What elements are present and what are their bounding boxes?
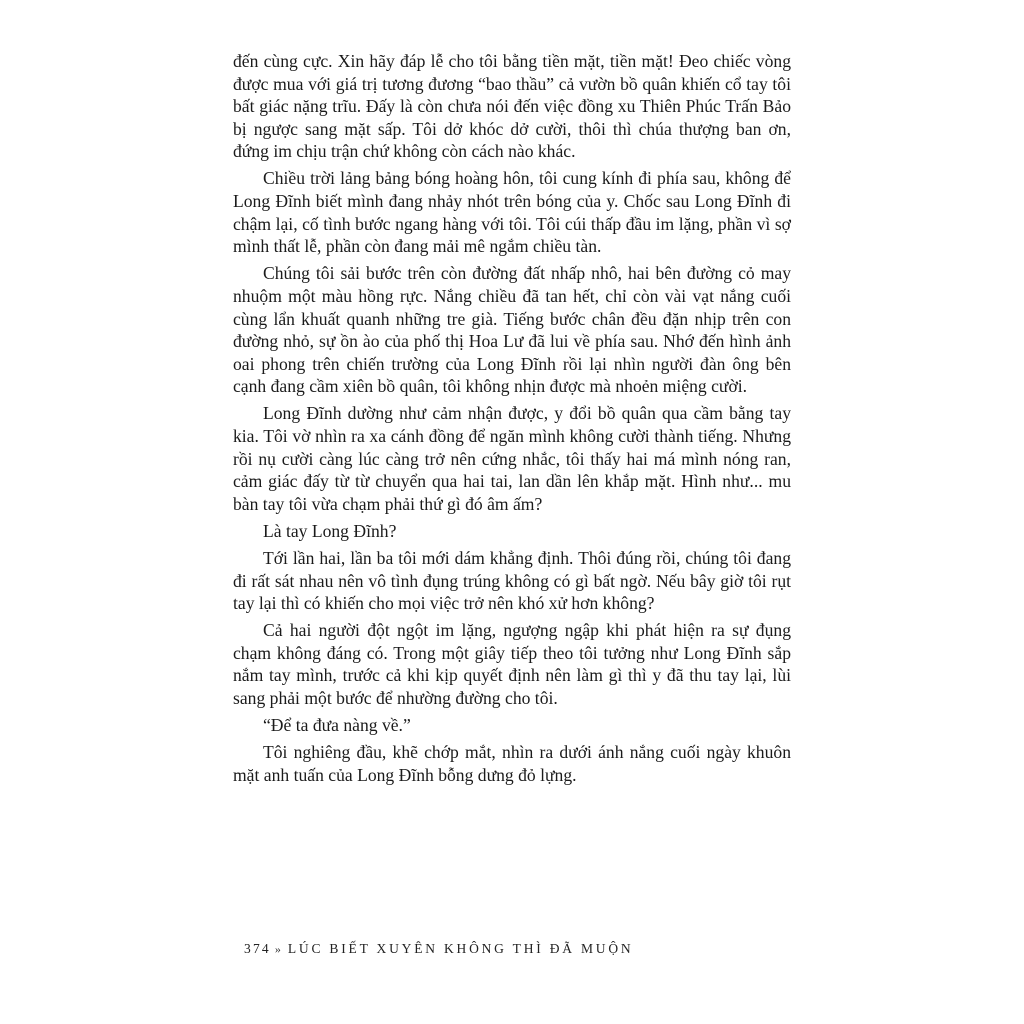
paragraph: Long Đĩnh dường như cảm nhận được, y đổi bồ quân qua cầm bằng tay kia. Tôi vờ nhìn ra xa cánh đồng để ngăn mình không cười thành tiếng. Nhưng rồi nụ cười càng lúc càng trở nên cứng nhắc, tôi thấy hai má mình nóng ran, cảm giác đấy từ từ chuyển qua hai tai, lan dần lên khắp mặt. Hình như... mu bàn tay tôi vừa chạm phải thứ gì đó âm ấm?: [233, 403, 791, 514]
paragraph: Cả hai người đột ngột im lặng, ngượng ngập khi phát hiện ra sự đụng chạm không đáng có. Trong một giây tiếp theo tôi tưởng như Long Đĩnh sắp nắm tay mình, trước cả khi kịp quyết định nên làm gì thì y đã thu tay lại, lùi sang phải một bước để nhường đường cho tôi.: [233, 620, 791, 709]
paragraph: Tới lần hai, lần ba tôi mới dám khẳng định. Thôi đúng rồi, chúng tôi đang đi rất sát nhau nên vô tình đụng trúng không có gì bất ngờ. Nếu bây giờ tôi rụt tay lại thì có khiến cho mọi việc trở nên khó xử hơn không?: [233, 547, 791, 614]
page-footer: [244, 941, 633, 957]
body-text: [233, 50, 791, 791]
paragraph: Tôi nghiêng đầu, khẽ chớp mắt, nhìn ra dưới ánh nắng cuối ngày khuôn mặt anh tuấn của Long Đĩnh bỗng dưng đỏ lựng.: [233, 742, 791, 785]
paragraph-continuation: đến cùng cực. Xin hãy đáp lễ cho tôi bằng tiền mặt, tiền mặt! Đeo chiếc vòng được mua với giá trị tương đương “bao thầu” cả vườn bồ quân khiến cổ tay tôi bất giác nặng trĩu. Đấy là còn chưa nói đến việc đồng xu Thiên Phúc Trấn Bảo bị ngược sang mặt sấp. Tôi dở khóc dở cười, thôi thì chúa thượng ban ơn, đứng im chịu trận chứ không còn cách nào khác.: [233, 51, 791, 162]
page-number: 374: [244, 941, 271, 956]
paragraph-dialogue: “Để ta đưa nàng về.”: [263, 715, 411, 736]
paragraph: Chúng tôi sải bước trên còn đường đất nhấp nhô, hai bên đường cỏ may nhuộm một màu hồng rực. Nắng chiều đã tan hết, chỉ còn vài vạt nắng cuối cùng lẩn khuất quanh những tre già. Tiếng bước chân đều đặn nhịp trên con đường nhỏ, sự ồn ào của phố thị Hoa Lư đã lui về phía sau. Nhớ đến hình ảnh oai phong trên chiến trường của Long Đĩnh rồi lại nhìn người đàn ông bên cạnh đang cầm xiên bồ quân, tôi không nhịn được mà nhoẻn miệng cười.: [233, 263, 791, 397]
paragraph: Chiều trời lảng bảng bóng hoàng hôn, tôi cung kính đi phía sau, không để Long Đĩnh biết mình đang nhảy nhót trên bóng của y. Chốc sau Long Đĩnh đi chậm lại, cố tình bước ngang hàng với tôi. Tôi cúi thấp đầu im lặng, phần vì sợ mình thất lễ, phần còn đang mải mê ngắm chiều tàn.: [233, 168, 791, 257]
ornament-separator-icon: »: [274, 942, 281, 956]
paragraph: Là tay Long Đĩnh?: [263, 520, 397, 541]
running-title: LÚC BIẾT XUYÊN KHÔNG THÌ ĐÃ MUỘN: [287, 941, 634, 956]
